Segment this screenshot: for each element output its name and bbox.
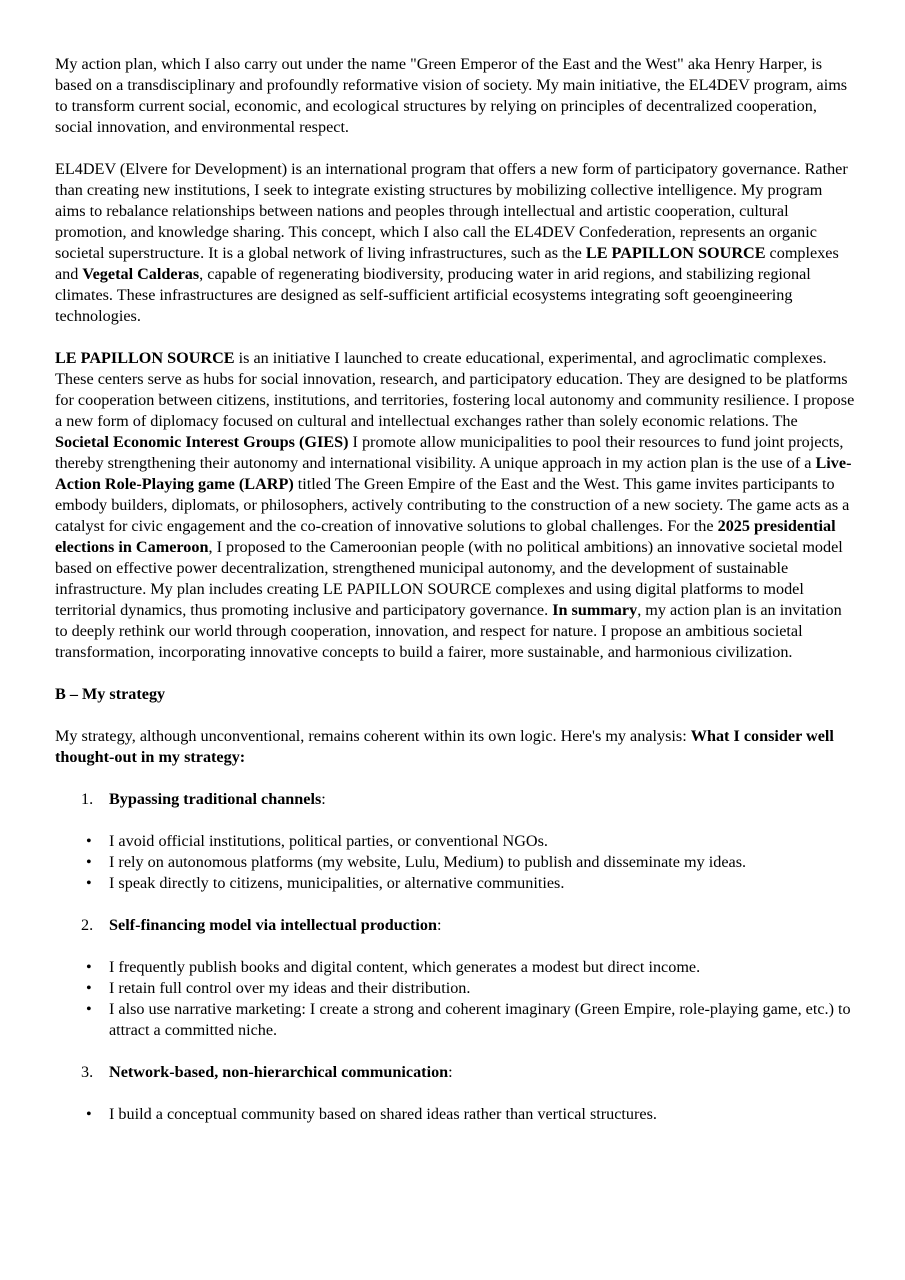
paragraph-text: My action plan, which I also carry out under the name "Green Emperor of the East and the West" aka Henry Harper, is based on a transdisciplinary and profoundly reformative vision of society. My main initiative, the EL4DEV program, aims to transform current social, economic, and ecological structures by relying on principles of decentralized cooperation, social innovation, and environmental respect. (55, 55, 848, 136)
item-suffix: : (321, 790, 326, 808)
list-item (55, 831, 855, 852)
paragraph-text: , my action plan is an invitation to deeply rethink our world through cooperation, innovation, and respect for nature. I propose an ambitious societal transformation, incorporating innovative concepts to build a fairer, more sustainable, and harmonious civilization. (55, 601, 842, 661)
paragraph-papillon-source (55, 348, 855, 663)
paragraph-text: EL4DEV (Elvere for Development) is an international program that offers a new form of participatory governance. Rather than creating new institutions, I seek to integrate existing structures by mobilizing collective intelligence. My program aims to rebalance relationships between nations and peoples through intellectual and artistic cooperation, cultural promotion, and knowledge sharing. This concept, which I also call the EL4DEV Confederation, represents an organic societal superstructure. It is a global network of living infrastructures, such as the (55, 160, 848, 262)
list-item-text: I also use narrative marketing: I create a strong and coherent imaginary (Green Empire, role-playing game, etc.) to attract a committed niche. (109, 1000, 851, 1039)
item-title: Self-financing model via intellectual production (109, 916, 437, 934)
numbered-item-2 (55, 915, 855, 936)
section-heading-strategy: B – My strategy (55, 685, 166, 703)
bold-term: LE PAPILLON SOURCE (55, 349, 235, 367)
bullet-icon: • (86, 958, 92, 976)
numbered-item-3 (55, 1062, 855, 1083)
bullet-icon: • (86, 1000, 92, 1018)
paragraph-strategy-intro (55, 726, 855, 768)
list-item-text: I speak directly to citizens, municipalities, or alternative communities. (109, 874, 565, 892)
bold-term: LE PAPILLON SOURCE (585, 244, 766, 262)
bullet-list-2 (55, 957, 855, 1041)
numbered-item-1 (55, 789, 855, 810)
bullet-icon: • (86, 874, 92, 892)
list-item (55, 978, 855, 999)
bold-term: What I consider well thought-out in my strategy: (55, 727, 834, 766)
paragraph-text: is an initiative I launched to create educational, experimental, and agroclimatic complexes. These centers serve as hubs for social innovation, research, and participatory education. They are designed to be platforms for cooperation between citizens, institutions, and territories, fostering local autonomy and community resilience. I propose a new form of diplomacy focused on cultural and intellectual exchanges rather than solely economic relations. The (55, 349, 855, 430)
bold-term: In summary (552, 601, 638, 619)
bold-term: Societal Economic Interest Groups (GIES) (55, 433, 349, 451)
paragraph-action-plan-intro (55, 54, 855, 138)
item-title: Bypassing traditional channels (109, 790, 322, 808)
item-title: Network-based, non-hierarchical communication (109, 1063, 449, 1081)
bold-term: Vegetal Calderas (82, 265, 200, 283)
paragraph-text: My strategy, although unconventional, remains coherent within its own logic. Here's my analysis: (55, 727, 691, 745)
bullet-icon: • (86, 832, 92, 850)
paragraph-text: complexes and (55, 244, 839, 283)
paragraph-text: , I proposed to the Cameroonian people (with no political ambitions) an innovative societal model based on effective power decentralization, strengthened municipal autonomy, and the development of sustainable infrastructure. My plan includes creating LE PAPILLON SOURCE complexes and using digital platforms to model territorial dynamics, thus promoting inclusive and participatory governance. (55, 538, 843, 619)
bullet-icon: • (86, 979, 92, 997)
paragraph-text: I promote allow municipalities to pool their resources to fund joint projects, thereby strengthening their autonomy and international visibility. A unique approach in my action plan is the use of a (55, 433, 844, 472)
bullet-icon: • (86, 1105, 92, 1123)
list-item (55, 999, 855, 1041)
paragraph-text: titled The Green Empire of the East and the West. This game invites participants to embody builders, diplomats, or philosophers, actively contributing to the construction of a new society. The game acts as a catalyst for civic engagement and the co-creation of innovative solutions to global challenges. For the (55, 475, 850, 535)
list-item (55, 852, 855, 873)
list-item-text: I frequently publish books and digital content, which generates a modest but direct income. (109, 958, 701, 976)
list-item-text: I rely on autonomous platforms (my website, Lulu, Medium) to publish and disseminate my ideas. (109, 853, 747, 871)
list-item (55, 957, 855, 978)
item-number: 3. (81, 1063, 94, 1081)
bold-term: Live-Action Role-Playing game (LARP) (55, 454, 852, 493)
item-number: 2. (81, 916, 94, 934)
list-item (55, 1104, 855, 1125)
bullet-icon: • (86, 853, 92, 871)
item-number: 1. (81, 790, 94, 808)
list-item (55, 873, 855, 894)
item-suffix: : (436, 916, 442, 934)
list-item-text: I retain full control over my ideas and their distribution. (109, 979, 471, 997)
list-item-text: I build a conceptual community based on shared ideas rather than vertical structures. (109, 1105, 657, 1123)
paragraph-el4dev (55, 159, 855, 327)
paragraph-text: , capable of regenerating biodiversity, producing water in arid regions, and stabilizing regional climates. These infrastructures are designed as self-sufficient artificial ecosystems integrating soft geoengineering technologies. (55, 265, 811, 325)
bullet-list-3 (55, 1104, 855, 1125)
item-suffix: : (448, 1063, 453, 1081)
list-item-text: I avoid official institutions, political parties, or conventional NGOs. (109, 832, 548, 850)
bullet-list-1 (55, 831, 855, 894)
bold-term: 2025 presidential elections in Cameroon (55, 517, 836, 556)
